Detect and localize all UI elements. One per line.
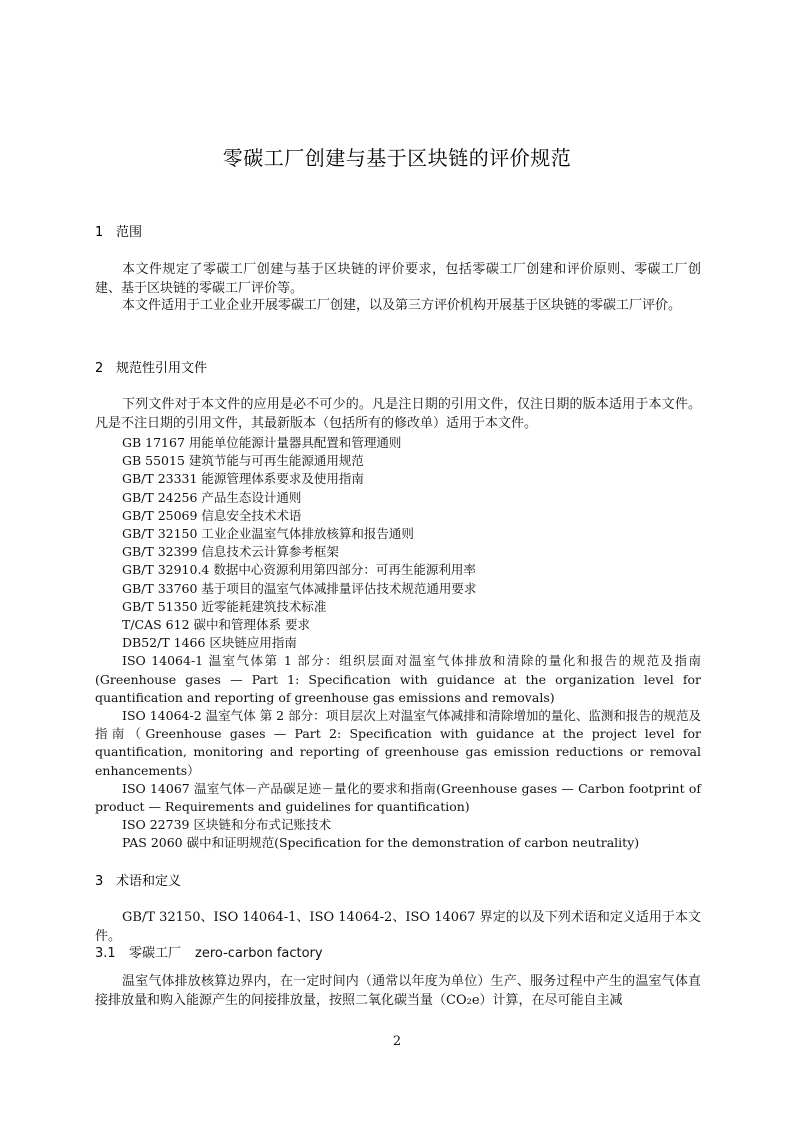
term-number: 3.1 <box>95 946 116 961</box>
reference-item: DB52/T 1466 区块链应用指南 <box>122 635 297 651</box>
section-number: 3 <box>95 874 104 889</box>
section-number: 1 <box>95 225 104 240</box>
terms-intro: GB/T 32150、ISO 14064-1、ISO 14064-2、ISO 14067 界定的以及下列术语和定义适用于本文件。 <box>95 910 701 944</box>
normative-refs-intro: 下列文件对于本文件的应用是必不可少的。凡是注日期的引用文件，仅注日期的版本适用于本文件。凡是不注日期的引用文件，其最新版本（包括所有的修改单）适用于本文件。 <box>95 397 701 431</box>
reference-item: T/CAS 612 碳中和管理体系 要求 <box>122 617 310 633</box>
term-name-zh: 零碳工厂 <box>129 946 182 961</box>
reference-item: GB/T 32150 工业企业温室气体排放核算和报告通则 <box>122 526 414 542</box>
reference-item: ISO 14067 温室气体－产品碳足迹－量化的要求和指南(Greenhouse gases — Carbon footprint of product — Requirements and guidelines for quantification) <box>95 780 701 815</box>
reference-item: GB/T 51350 近零能耗建筑技术标准 <box>122 598 327 614</box>
reference-item: GB 17167 用能单位能源计量器具配置和管理通则 <box>122 435 402 450</box>
section-number: 2 <box>95 361 104 376</box>
reference-item: GB/T 32910.4 数据中心资源利用第四部分：可再生能源利用率 <box>122 562 476 578</box>
term-name-en: zero-carbon factory <box>195 946 323 961</box>
section-title: 术语和定义 <box>116 874 182 889</box>
section-title: 规范性引用文件 <box>116 361 208 376</box>
reference-item: GB 55015 建筑节能与可再生能源通用规范 <box>122 453 364 469</box>
scope-paragraph-1: 本文件规定了零碳工厂创建与基于区块链的评价要求，包括零碳工厂创建和评价原则、零碳工厂创建、基于区块链的零碳工厂评价等。 <box>95 262 701 296</box>
section-heading-terms <box>95 870 181 889</box>
section-heading-scope <box>95 221 142 240</box>
term-3-1-definition: 温室气体排放核算边界内，在一定时间内（通常以年度为单位）生产、服务过程中产生的温室气体直接排放量和购入能源产生的间接排放量，按照二氧化碳当量（CO₂e）计算，在尽可能自主减 <box>95 974 701 1008</box>
reference-item: GB/T 33760 基于项目的温室气体减排量评估技术规范通用要求 <box>122 580 477 596</box>
reference-item: GB/T 32399 信息技术云计算参考框架 <box>122 544 339 560</box>
reference-item: GB/T 24256 产品生态设计通则 <box>122 489 302 505</box>
section-heading-normative-refs <box>95 357 207 376</box>
reference-item: ISO 14064-2 温室气体 第 2 部分：项目层次上对温室气体减排和清除增加的量化、监测和报告的规范及指南（Greenhouse gases — Part 2: Specification with guidance at the project level for quantification, monitoring and reporting of greenhouse gas emission reductions or removal enhancements） <box>95 708 701 778</box>
reference-item: ISO 22739 区块链和分布式记账技术 <box>122 817 331 833</box>
section-title: 范围 <box>116 225 143 240</box>
reference-item: ISO 14064-1 温室气体第 1 部分：组织层面对温室气体排放和清除的量化和报告的规范及指南(Greenhouse gases — Part 1: Specification with guidance at the organization level for quantification and reporting of greenhouse gas emissions and removals) <box>95 653 701 705</box>
reference-item: GB/T 23331 能源管理体系要求及使用指南 <box>122 471 364 487</box>
reference-item: GB/T 25069 信息安全技术术语 <box>122 507 302 523</box>
document-title: 零碳工厂创建与基于区块链的评价规范 <box>222 146 572 170</box>
page-number: 2 <box>392 1034 402 1049</box>
reference-item: PAS 2060 碳中和证明规范(Specification for the demonstration of carbon neutrality) <box>122 835 640 851</box>
scope-paragraph-2: 本文件适用于工业企业开展零碳工厂创建，以及第三方评价机构开展基于区块链的零碳工厂评价。 <box>122 298 682 313</box>
reference-list <box>95 434 701 853</box>
term-heading-3-1 <box>95 942 323 961</box>
